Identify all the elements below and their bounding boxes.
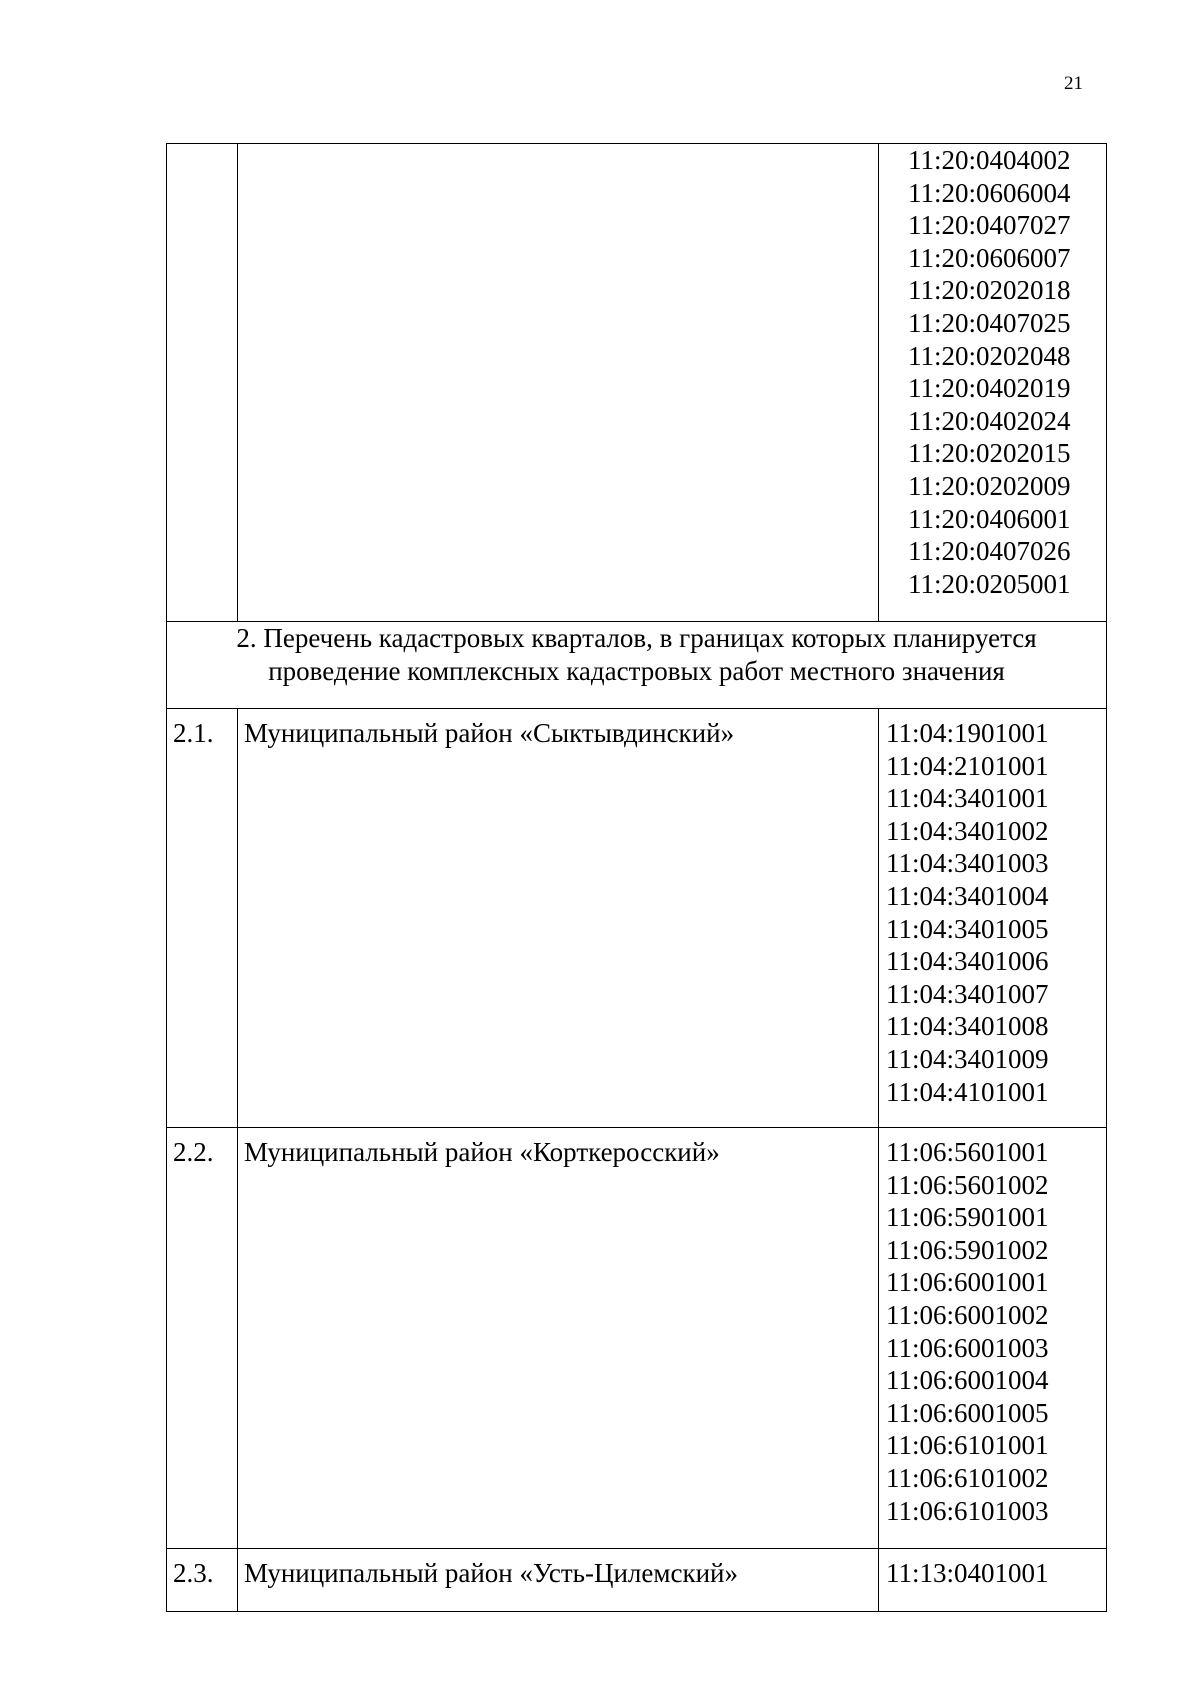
cadastral-code: 11:06:6101003 — [886, 1495, 1049, 1526]
codes-cell — [879, 1128, 1107, 1549]
continuation-row — [167, 144, 1107, 622]
codes-cell — [879, 1549, 1107, 1612]
cadastral-code: 11:04:3401006 — [886, 946, 1049, 977]
cadastral-code: 11:06:5901001 — [886, 1202, 1049, 1233]
cadastral-code: 11:04:3401002 — [886, 815, 1049, 846]
cadastral-code: 11:20:0407027 — [908, 210, 1071, 241]
cadastral-code: 11:06:6101001 — [886, 1430, 1049, 1461]
cadastral-code: 11:20:0606007 — [908, 242, 1071, 273]
cadastral-code: 11:04:3401004 — [886, 880, 1049, 911]
cadastral-code: 11:20:0402024 — [908, 405, 1071, 436]
cadastral-code: 11:04:3401007 — [886, 978, 1049, 1009]
cadastral-code: 11:04:3401005 — [886, 913, 1049, 944]
table-row — [167, 1549, 1107, 1612]
page-number: 21 — [1064, 73, 1083, 94]
cadastral-code: 11:06:6001004 — [886, 1365, 1049, 1396]
codes-cell — [879, 709, 1107, 1128]
cadastral-code: 11:04:1901001 — [886, 718, 1049, 748]
cadastral-code: 11:20:0202009 — [908, 470, 1071, 501]
cadastral-code: 11:04:3401009 — [886, 1043, 1049, 1074]
cadastral-code: 11:20:0202018 — [908, 275, 1071, 306]
continuation-name-cell — [238, 144, 879, 622]
cadastral-code: 11:20:0406001 — [908, 503, 1071, 534]
cadastral-code: 11:20:0205001 — [908, 568, 1071, 599]
cadastral-code: 11:20:0606004 — [908, 177, 1071, 208]
cadastral-code: 11:20:0407025 — [908, 307, 1071, 338]
row-number: 2.1. — [167, 709, 238, 1128]
cadastral-code: 11:06:6001001 — [886, 1267, 1049, 1298]
cadastral-code: 11:20:0402019 — [908, 373, 1071, 404]
cadastral-quarters-table — [166, 143, 1107, 1612]
cadastral-code: 11:04:3401003 — [886, 848, 1049, 879]
cadastral-code: 11:20:0202015 — [908, 438, 1071, 469]
cadastral-code: 11:06:6001003 — [886, 1332, 1049, 1363]
cadastral-code: 11:04:3401001 — [886, 783, 1049, 814]
section-heading — [167, 622, 1107, 709]
table-row — [167, 1128, 1107, 1549]
cadastral-code: 11:06:5601002 — [886, 1169, 1049, 1200]
row-number: 2.2. — [167, 1128, 238, 1549]
cadastral-code: 11:20:0404002 — [908, 145, 1071, 175]
district-name: Муниципальный район «Сыктывдинский» — [238, 709, 879, 1128]
cadastral-code: 11:04:2101001 — [886, 750, 1049, 781]
section-heading-row — [167, 622, 1107, 709]
row-number: 2.3. — [167, 1549, 238, 1612]
cadastral-code: 11:06:6001002 — [886, 1299, 1049, 1330]
district-name: Муниципальный район «Корткеросский» — [238, 1128, 879, 1549]
cadastral-code: 11:06:5601001 — [886, 1137, 1049, 1167]
table-row — [167, 709, 1107, 1128]
cadastral-code: 11:06:6001005 — [886, 1397, 1049, 1428]
section-heading-line-1: 2. Перечень кадастровых кварталов, в границах которых планируется — [236, 623, 1037, 653]
cadastral-code: 11:04:3401008 — [886, 1011, 1049, 1042]
cadastral-code: 11:13:0401001 — [886, 1558, 1049, 1588]
cadastral-code: 11:20:0407026 — [908, 536, 1071, 567]
continuation-codes-cell — [879, 144, 1107, 622]
cadastral-code: 11:06:6101002 — [886, 1462, 1049, 1493]
district-name: Муниципальный район «Усть-Цилемский» — [238, 1549, 879, 1612]
cadastral-code: 11:20:0202048 — [908, 340, 1071, 371]
section-heading-line-2: проведение комплексных кадастровых работ местного значения — [268, 656, 1005, 686]
continuation-num-cell — [167, 144, 238, 622]
cadastral-code: 11:06:5901002 — [886, 1234, 1049, 1265]
cadastral-code: 11:04:4101001 — [886, 1076, 1049, 1107]
